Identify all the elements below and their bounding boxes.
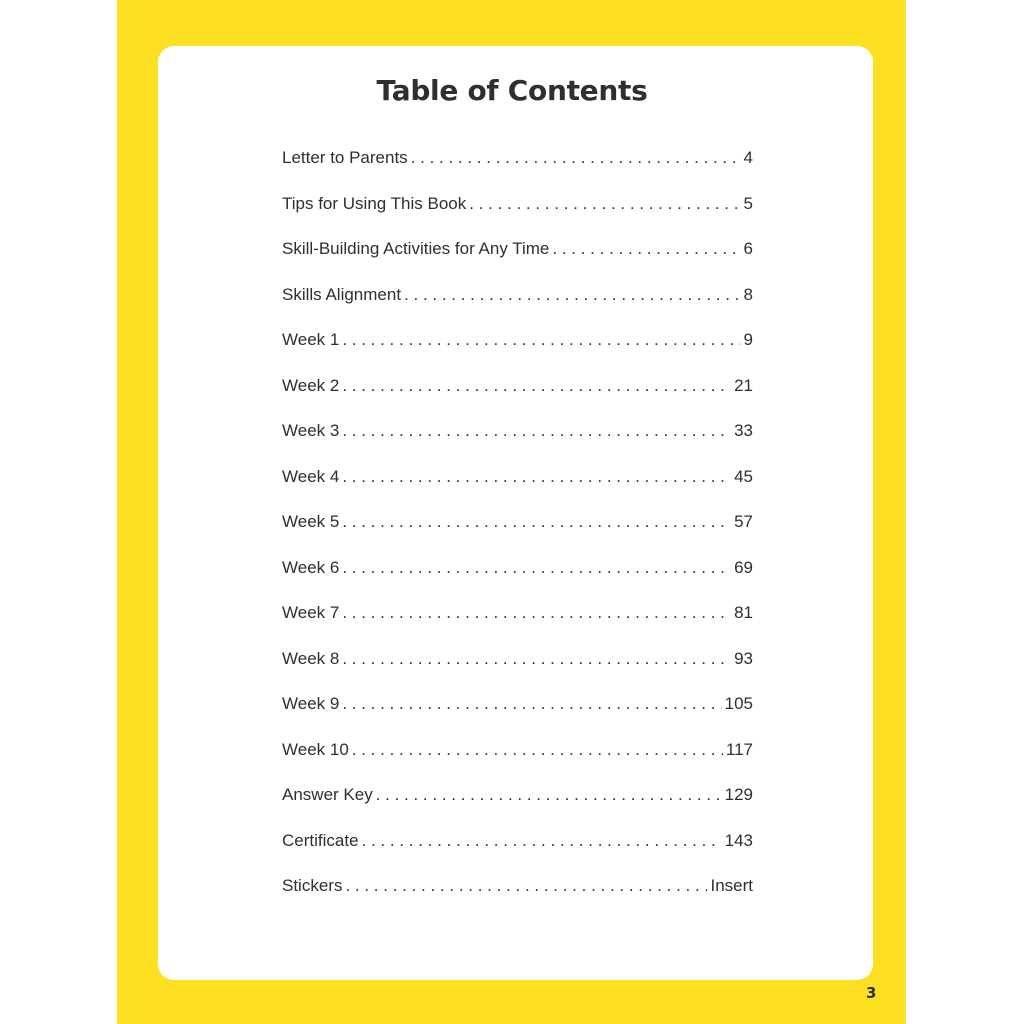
toc-entry-label: Skill-Building Activities for Any Time	[282, 239, 550, 258]
dot-leader	[469, 192, 740, 216]
toc-entry	[282, 237, 753, 261]
toc-entry-label: Answer Key	[282, 785, 373, 804]
toc-entry	[282, 874, 753, 898]
dot-leader	[342, 647, 731, 671]
toc-entry-label: Week 10	[282, 739, 349, 759]
toc-entry-page: 5	[743, 193, 753, 213]
toc-entry-page: 8	[743, 284, 753, 304]
toc-entry	[282, 692, 753, 716]
toc-entry-page: 143	[724, 830, 753, 850]
dot-leader	[411, 146, 741, 170]
dot-leader	[342, 510, 731, 534]
dot-leader	[552, 237, 740, 261]
toc-entry-page: 105	[724, 694, 753, 713]
toc-entry-label: Week 8	[282, 648, 340, 668]
toc-entry-page: 33	[734, 421, 753, 440]
toc-entry-page: 21	[734, 375, 753, 395]
dot-leader	[342, 692, 721, 716]
dot-leader	[362, 829, 722, 853]
toc-entry-label: Week 6	[282, 557, 340, 577]
toc-entry	[282, 556, 753, 580]
dot-leader	[342, 419, 731, 443]
dot-leader	[352, 738, 723, 762]
toc-entry	[282, 419, 753, 443]
toc-entry-label: Stickers	[282, 876, 343, 895]
toc-entry	[282, 647, 753, 671]
toc-entry-label: Tips for Using This Book	[282, 193, 467, 213]
dot-leader	[342, 328, 740, 352]
toc-entry-page: 129	[724, 785, 753, 804]
toc-entry-page: 81	[734, 603, 753, 622]
dot-leader	[404, 283, 740, 307]
toc-entry-label: Week 3	[282, 421, 340, 440]
toc-entry-page: Insert	[710, 876, 753, 895]
dot-leader	[342, 465, 731, 489]
toc-entry-label: Certificate	[282, 830, 359, 850]
dot-leader	[376, 783, 722, 807]
toc-entry	[282, 374, 753, 398]
dot-leader	[342, 374, 731, 398]
toc-entry	[282, 465, 753, 489]
toc-entry	[282, 146, 753, 170]
toc-entry-label: Week 7	[282, 603, 340, 622]
toc-entry-page: 57	[734, 512, 753, 531]
dot-leader	[345, 874, 707, 898]
toc-entry-page: 9	[743, 330, 753, 349]
toc-entry	[282, 601, 753, 625]
dot-leader	[342, 556, 731, 580]
toc-entry-page: 4	[743, 148, 753, 167]
dot-leader	[342, 601, 731, 625]
toc-entry-page: 93	[734, 648, 753, 668]
toc-entry	[282, 738, 753, 762]
toc-entry-page: 69	[734, 557, 753, 577]
toc-entry-label: Letter to Parents	[282, 148, 408, 167]
toc-entry-page: 45	[734, 466, 753, 486]
toc-entry-label: Week 5	[282, 512, 340, 531]
toc-entry-label: Week 1	[282, 330, 340, 349]
toc-entry-label: Week 4	[282, 466, 340, 486]
toc-entry-label: Skills Alignment	[282, 284, 402, 304]
toc-entry-page: 6	[743, 239, 753, 258]
toc-entry-page: 117	[725, 739, 753, 759]
page-title: Table of Contents	[376, 74, 648, 107]
toc-entry	[282, 328, 753, 352]
toc-entry	[282, 283, 753, 307]
toc-entry-label: Week 2	[282, 375, 340, 395]
toc-entry	[282, 829, 753, 853]
toc-entry	[282, 510, 753, 534]
toc-entry	[282, 783, 753, 807]
page-number: 3	[866, 984, 877, 1002]
toc-entry-label: Week 9	[282, 694, 340, 713]
toc-entry	[282, 192, 753, 216]
